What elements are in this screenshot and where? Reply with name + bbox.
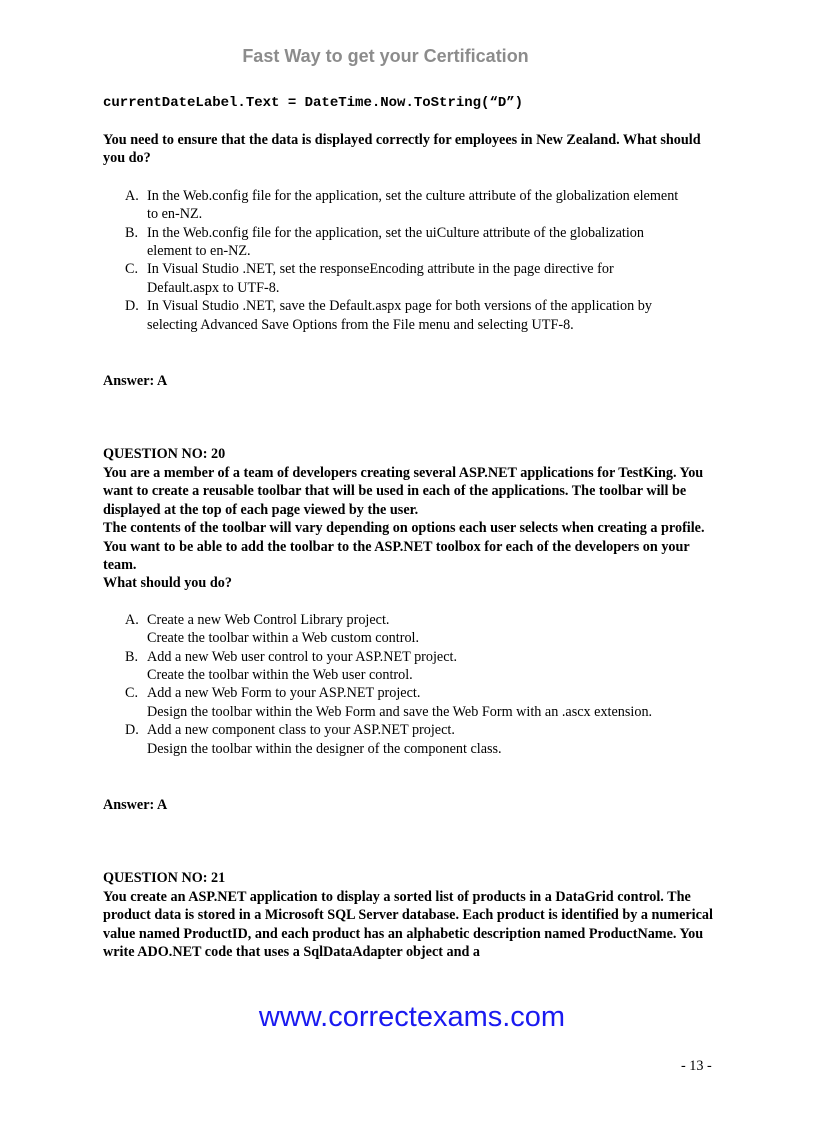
- option-text: Default.aspx to UTF-8.: [147, 279, 280, 296]
- question-paragraph: You want to be able to add the toolbar to the ASP.NET toolbox for each of the developers on your team.: [103, 538, 690, 573]
- option-text: In Visual Studio .NET, set the responseEncoding attribute in the page directive for: [147, 261, 614, 278]
- option-a: [103, 611, 723, 648]
- code-line: currentDateLabel.Text = DateTime.Now.ToString(“D”): [103, 95, 524, 111]
- option-d: [103, 297, 723, 334]
- option-text: to en-NZ.: [147, 206, 203, 223]
- option-d: [103, 721, 723, 758]
- option-a: [103, 187, 723, 224]
- option-letter: D.: [125, 298, 139, 315]
- footer-url[interactable]: www.correctexams.com: [258, 1001, 566, 1033]
- answer-options: [103, 187, 723, 334]
- option-b: [103, 648, 723, 685]
- option-text: Create the toolbar within the Web user control.: [147, 666, 413, 683]
- option-letter: A.: [125, 187, 139, 204]
- answer: Answer: A: [103, 373, 168, 390]
- option-letter: B.: [125, 224, 139, 241]
- answer-options: [103, 611, 723, 758]
- option-text: Create a new Web Control Library project.: [147, 611, 390, 628]
- option-text: Design the toolbar within the Web Form and save the Web Form with an .ascx extension.: [147, 703, 653, 720]
- question-heading: QUESTION NO: 21: [103, 870, 226, 887]
- question-prompt: What should you do?: [103, 575, 232, 592]
- option-text: Add a new Web Form to your ASP.NET project.: [147, 685, 421, 702]
- option-letter: A.: [125, 611, 139, 628]
- option-text: In Visual Studio .NET, save the Default.aspx page for both versions of the application by: [147, 298, 652, 315]
- question-paragraph: You are a member of a team of developers creating several ASP.NET applications for TestKing. You want to create a reusable toolbar that will be used in each of the applications. The toolbar will be displayed at the top of each page viewed by the user.: [103, 464, 704, 518]
- answer: Answer: A: [103, 796, 168, 813]
- option-text: Add a new component class to your ASP.NET project.: [147, 722, 455, 739]
- question-stem: You need to ensure that the data is displayed correctly for employees in New Zealand. What should you do?: [103, 132, 701, 167]
- option-c: [103, 260, 723, 297]
- option-letter: D.: [125, 722, 139, 739]
- option-text: element to en-NZ.: [147, 243, 251, 260]
- option-text: Create the toolbar within a Web custom control.: [147, 630, 420, 647]
- option-text: Design the toolbar within the designer of the component class.: [147, 740, 502, 757]
- option-text: selecting Advanced Save Options from the File menu and selecting UTF-8.: [147, 316, 574, 333]
- page-header: Fast Way to get your Certification: [242, 46, 529, 66]
- question-heading: QUESTION NO: 20: [103, 446, 226, 463]
- question-paragraph: The contents of the toolbar will vary depending on options each user selects when creating a profile.: [103, 520, 705, 537]
- question-paragraph: You create an ASP.NET application to display a sorted list of products in a DataGrid control. The product data is stored in a Microsoft SQL Server database. Each product is identified by a numerical value named ProductID, and each product has an alphabetic description named ProductName. You write ADO.NET code that uses a SqlDataAdapter object and a: [103, 888, 713, 960]
- option-text: Add a new Web user control to your ASP.NET project.: [147, 648, 458, 665]
- option-c: [103, 684, 723, 721]
- option-letter: B.: [125, 648, 139, 665]
- option-letter: C.: [125, 261, 139, 278]
- option-letter: C.: [125, 685, 139, 702]
- document-body: [103, 94, 723, 961]
- option-b: [103, 224, 723, 261]
- option-text: In the Web.config file for the application, set the culture attribute of the globalization element: [147, 187, 679, 204]
- option-text: In the Web.config file for the application, set the uiCulture attribute of the globalization: [147, 224, 644, 241]
- page-number: - 13 -: [681, 1058, 712, 1074]
